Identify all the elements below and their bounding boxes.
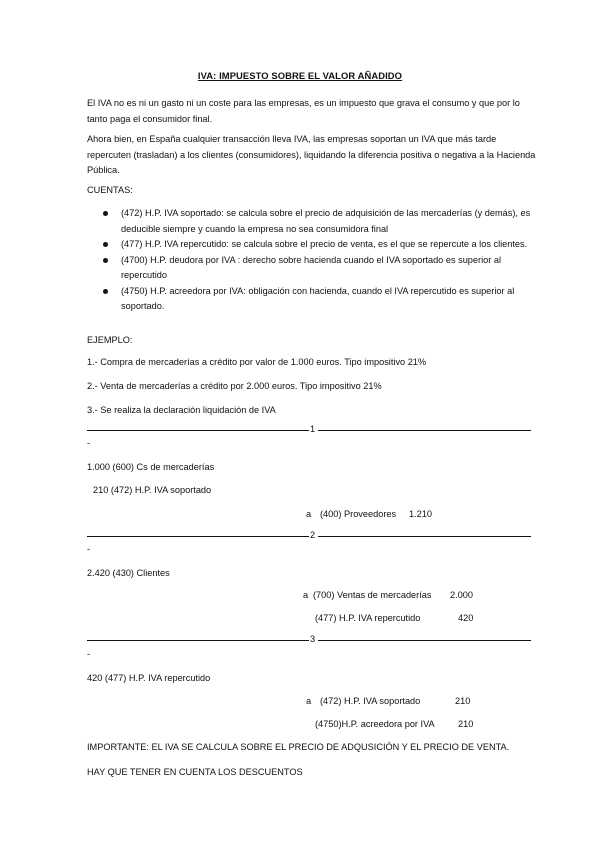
asiento-1-debe-2: 210 (472) H.P. IVA soportado	[93, 485, 212, 495]
asiento-2-haber-2-amount: 420	[458, 613, 474, 623]
asiento-1-haber-account: (400) Proveedores	[320, 509, 397, 519]
ejemplo-heading: EJEMPLO:	[87, 335, 133, 345]
separator-line	[87, 430, 309, 431]
separator-2	[87, 530, 531, 543]
ejemplo-1: 1.- Compra de mercaderías a crédito por valor de 1.000 euros. Tipo impositivo 21%	[87, 357, 427, 367]
asiento-1-haber-amount: 1.210	[409, 509, 432, 519]
ejemplo-3: 3.- Se realiza la declaración liquidación de IVA	[87, 405, 276, 415]
asiento-number: 2	[310, 530, 316, 540]
bullet-icon	[103, 242, 108, 247]
cuenta-4700: (4700) H.P. deudora por IVA : derecho sobre hacienda cuando el IVA soportado es superior al repercutido	[121, 254, 501, 280]
note-importante: IMPORTANTE: EL IVA SE CALCULA SOBRE EL PRECIO DE ADQUSICIÓN Y EL PRECIO DE VENTA.	[87, 742, 510, 752]
separator-line	[87, 640, 309, 641]
asiento-2-haber-1-account: (700) Ventas de mercaderías	[313, 590, 432, 600]
asiento-number: 3	[310, 634, 316, 644]
asiento-3-haber-1-prefix: a	[306, 696, 312, 706]
bullet-icon	[103, 258, 108, 263]
intro-paragraph-1: El IVA no es ni un gasto ni un coste para las empresas, es un impuesto que grava el consumo y que por lo tanto paga el consumidor final.	[87, 98, 520, 124]
asiento-number: 1	[310, 424, 316, 434]
page-title: IVA: IMPUESTO SOBRE EL VALOR AÑADIDO	[197, 70, 403, 81]
cuentas-list	[87, 206, 537, 315]
list-item	[87, 284, 537, 315]
list-item	[87, 237, 537, 253]
separator-tail: -	[87, 544, 91, 554]
note-descuentos: HAY QUE TENER EN CUENTA LOS DESCUENTOS	[87, 767, 303, 777]
bullet-icon	[103, 211, 108, 216]
asiento-3-haber-1-account: (472) H.P. IVA soportado	[320, 696, 421, 706]
list-item	[87, 206, 537, 237]
intro-paragraph-2: Ahora bien, en España cualquier transacción lleva IVA, las empresas soportan un IVA que más tarde repercuten (trasladan) a los clientes (consumidores), liquidando la diferencia positiva o negativa a la Hacienda Pública.	[87, 134, 536, 175]
asiento-2-haber-2-account: (477) H.P. IVA repercutido	[315, 613, 421, 623]
cuenta-472: (472) H.P. IVA soportado: se calcula sobre el precio de adquisición de las mercaderías (y demás), es deducible siempre y cuando la empresa no sea consumidora final	[121, 208, 531, 234]
asiento-3-haber-2-account: (4750)H.P. acreedora por IVA	[315, 719, 435, 729]
separator-3	[87, 634, 531, 647]
separator-line	[318, 536, 531, 537]
separator-tail: -	[87, 438, 91, 448]
separator-line	[318, 430, 531, 431]
asiento-3-haber-2-amount: 210	[458, 719, 474, 729]
separator-line	[318, 640, 531, 641]
bullet-icon	[103, 289, 108, 294]
asiento-1-haber-prefix: a	[306, 509, 312, 519]
ejemplo-2: 2.- Venta de mercaderías a crédito por 2.000 euros. Tipo impositivo 21%	[87, 381, 382, 391]
asiento-2-haber-1-prefix: a	[303, 590, 309, 600]
asiento-3-debe-1: 420 (477) H.P. IVA repercutido	[87, 673, 211, 683]
asiento-2-haber-1-amount: 2.000	[450, 590, 473, 600]
separator-1	[87, 424, 531, 437]
separator-tail: -	[87, 649, 91, 659]
cuenta-4750: (4750) H.P. acreedora por IVA: obligación con hacienda, cuando el IVA repercutido es superior al soportado.	[121, 285, 515, 311]
cuentas-heading: CUENTAS:	[87, 185, 133, 195]
separator-line	[87, 536, 309, 537]
asiento-3-haber-1-amount: 210	[455, 696, 471, 706]
asiento-1-debe-1: 1.000 (600) Cs de mercaderías	[87, 462, 215, 472]
asiento-2-debe-1: 2.420 (430) Clientes	[87, 568, 170, 578]
list-item	[87, 253, 537, 284]
cuenta-477: (477) H.P. IVA repercutido: se calcula sobre el precio de venta, es el que se repercute a los clientes.	[121, 239, 528, 249]
